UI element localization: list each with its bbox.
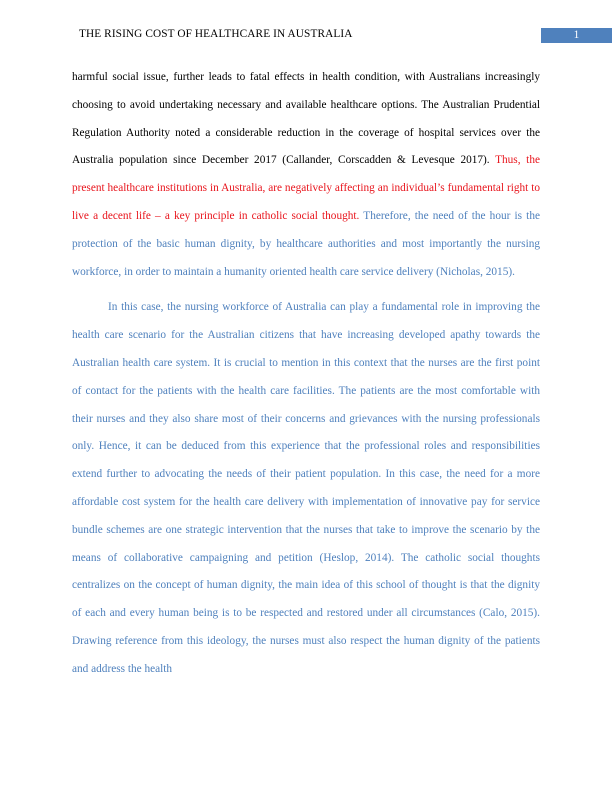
paragraph-2: In this case, the nursing workforce of Australia can play a fundamental role in improving the health care scenario for the Australian citizens that have increasing developed apathy towards the Australian health care system. It is crucial to mention in this context that the nurses are the first point of contact for the patients with the health care facilities. The patients are the most comfortable with their nurses and they also share most of their concerns and grievances with the nursing professionals only. Hence, it can be deduced from this experience that the professional roles and responsibilities extend further to advocating the needs of their patient population. In this case, the need for a more affordable cost system for the health care delivery with implementation of innovative pay for service bundle schemes are one strategic intervention that the nurses that take to improve the scenario by the means of collaborative campaigning and petition (Heslop, 2014). The catholic social thoughts centralizes on the concept of human dignity, the main idea of this school of thought is that the dignity of each and every human being is to be respected and restored under all circumstances (Calo, 2015). Drawing reference from this ideology, the nurses must also respect the human dignity of the patients and address the health xyxy=(72,301,540,675)
page-number-box xyxy=(541,28,612,43)
paragraph-1-black-text: harmful social issue, further leads to fatal effects in health condition, with Australians increasingly choosing to avoid undertaking necessary and available healthcare options. The Australian Prudential Regulation Authority noted a considerable reduction in the coverage of hospital services over the Australia population since December 2017 (Callander, Corscadden & Levesque 2017). xyxy=(72,71,540,167)
document-body xyxy=(72,64,540,684)
header-title: THE RISING COST OF HEALTHCARE IN AUSTRALIA xyxy=(79,28,353,40)
paragraph-1-red-text: Thus, the present healthcare institutions in Australia, are negatively affecting an individual’s fundamental right to live a decent life – a key principle in catholic social thought. xyxy=(72,154,540,222)
paragraph-1 xyxy=(72,64,540,286)
paragraph-1-blue-text: Therefore, the need of the hour is the protection of the basic human dignity, by healthcare authorities and most importantly the nursing workforce, in order to maintain a humanity oriented health care service delivery (Nicholas, 2015). xyxy=(72,209,540,278)
page-number: 1 xyxy=(573,29,580,41)
